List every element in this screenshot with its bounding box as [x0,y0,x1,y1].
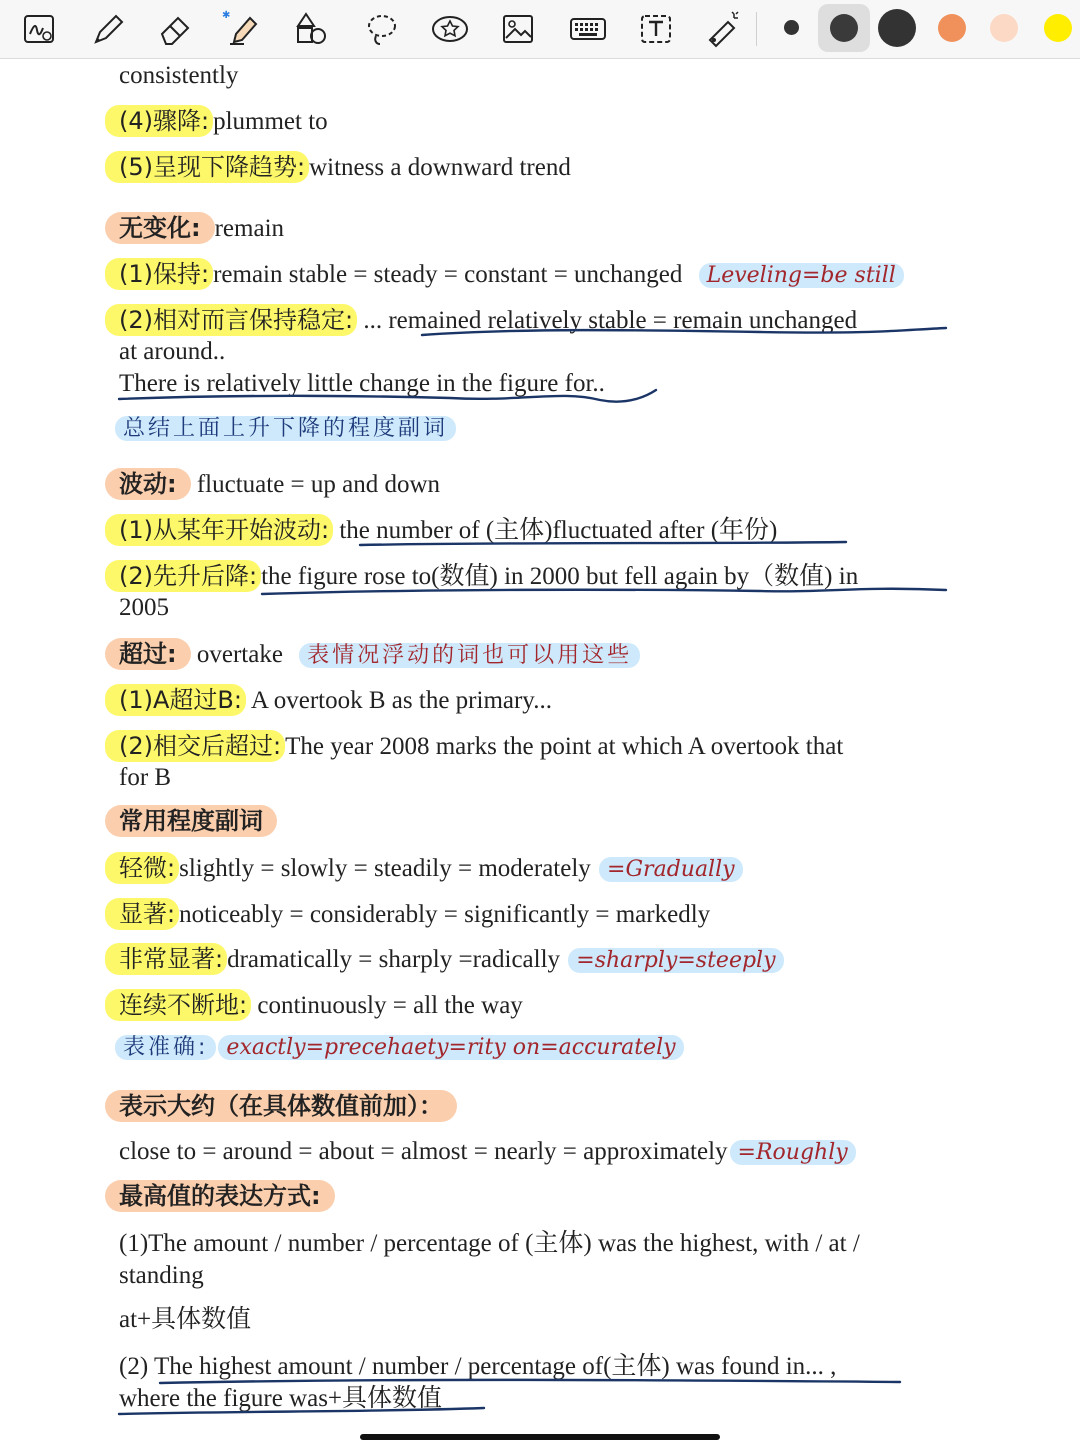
text-at-around: at around.. [119,338,226,365]
shapes-icon[interactable] [290,8,334,50]
item-text: the figure rose to(数值) in 2000 but fell again by（数值) in [261,563,859,590]
lasso-icon[interactable] [360,8,404,50]
heading-highest-value [119,1180,335,1213]
stroke-medium-dot [830,14,858,42]
text-at-value: at+具体数值 [119,1306,252,1333]
item-rose-then-fell [119,560,858,593]
handwritten-note: Leveling=be still [699,263,904,288]
item-text: dramatically = sharply =radically [227,946,561,973]
item-text: The year 2008 marks the point at which A overtook that [285,733,844,760]
handwritten-label: 表准确: [115,1035,216,1060]
item-text: fluctuate = up and down [190,471,441,498]
highlight-label: (4)骤降: [105,105,213,137]
item-text: noticeably = considerably = significantly = markedly [179,901,711,928]
handwritten-note: =Roughly [730,1140,856,1165]
highlight-label: 连续不断地: [105,989,251,1021]
sticker-icon[interactable] [428,8,472,50]
item-text: the number of (主体)fluctuated after (年份) [333,517,778,544]
heading-fluctuate [119,468,440,501]
item-continuously [119,989,523,1022]
heading-no-change [119,212,284,245]
item-text: slightly = slowly = steadily = moderately [179,855,591,882]
section-heading: 超过: [105,638,191,670]
handwritten-note: =sharply=steeply [568,948,783,973]
drawing-toolbar [0,0,1080,59]
handwritten-note: exactly=precehaety=rity on=accurately [218,1035,683,1060]
item-text: continuously = all the way [251,992,523,1019]
highlight-label: (1)从某年开始波动: [105,514,333,546]
section-heading: 常用程度副词 [105,805,277,837]
pen-icon[interactable] [86,8,130,50]
stroke-size-large[interactable] [871,4,923,52]
item-plummet [119,105,328,138]
handwritten-summary-text: 总结上面上升下降的程度副词 [115,416,456,441]
color-orange-swatch[interactable] [938,14,966,42]
handwritten-summary [119,412,456,445]
section-heading: 无变化: [105,212,215,244]
text-2005: 2005 [119,594,169,621]
heading-degree-adverbs [119,805,277,838]
stroke-size-small[interactable] [766,4,818,52]
item-relatively-stable [119,304,857,337]
home-indicator [360,1434,720,1440]
color-yellow-swatch[interactable] [1044,14,1072,42]
item-noticeably [119,898,710,931]
handwriting-select-icon[interactable] [18,8,62,50]
stroke-small-dot [784,20,799,35]
section-heading: 波动: [105,468,191,500]
color-peach-swatch[interactable] [990,14,1018,42]
highlight-label: 轻微: [105,852,179,884]
item-text: remain stable = steady = constant = unchanged [213,261,683,288]
stroke-size-medium[interactable] [818,4,870,52]
item-a-overtook-b [119,684,552,717]
item-close-to [119,1136,856,1169]
item-text: remain [214,215,285,242]
item-highest-2: (2) The highest amount / number / percentage of(主体) was found in... , [119,1353,837,1380]
item-text: witness a downward trend [309,154,571,181]
note-page[interactable] [0,58,1080,1440]
item-text: close to = around = about = almost = nearly = approximately [119,1138,728,1165]
text-standing: standing [119,1262,204,1289]
highlight-label: (1)A超过B: [105,684,246,716]
item-downward-trend [119,151,571,184]
highlight-label: (2)相对而言保持稳定: [105,304,357,336]
highlight-label: 非常显著: [105,943,227,975]
highlight-label: (2)相交后超过: [105,730,285,762]
highlight-label: 显著: [105,898,179,930]
item-slightly [119,852,743,886]
text-box-icon[interactable] [634,8,678,50]
text-consistently: consistently [119,62,239,89]
image-icon[interactable] [496,8,540,50]
item-text: A overtook B as the primary... [245,687,552,714]
handwritten-note: =Gradually [599,857,743,882]
item-fluctuated-after [119,514,777,547]
toolbar-separator [756,12,757,46]
eraser-icon[interactable] [154,8,198,50]
highlight-label: (1)保持: [105,258,213,290]
handwritten-exactly [119,1031,684,1064]
section-heading: 表示大约（在具体数值前加）： [105,1090,457,1122]
section-heading: 最高值的表达方式: [105,1180,335,1212]
highlight-label: (2)先升后降: [105,560,261,592]
keyboard-icon[interactable] [566,8,610,50]
heading-approximately [119,1090,457,1123]
item-text: ... remained relatively stable = remain unchanged [357,307,858,334]
stroke-large-dot [878,9,916,47]
item-dramatically [119,943,784,977]
item-text: plummet to [213,108,328,135]
item-remain-stable [119,258,904,292]
text-little-change: There is relatively little change in the figure for.. [119,370,605,397]
highlight-label: (5)呈现下降趋势: [105,151,309,183]
item-text: overtake [190,641,283,668]
heading-overtake [119,638,640,672]
item-intersect-overtake [119,730,843,763]
highlighter-icon[interactable] [222,8,266,50]
laser-pointer-icon[interactable] [702,8,746,50]
item-highest-1: (1)The amount / number / percentage of (主体) was the highest, with / at / [119,1230,860,1257]
text-for-b: for B [119,764,172,791]
handwritten-note: 表情况浮动的词也可以用这些 [299,643,640,668]
svg-text:✱: ✱ [222,10,231,21]
text-where-figure: where the figure was+具体数值 [119,1385,443,1412]
